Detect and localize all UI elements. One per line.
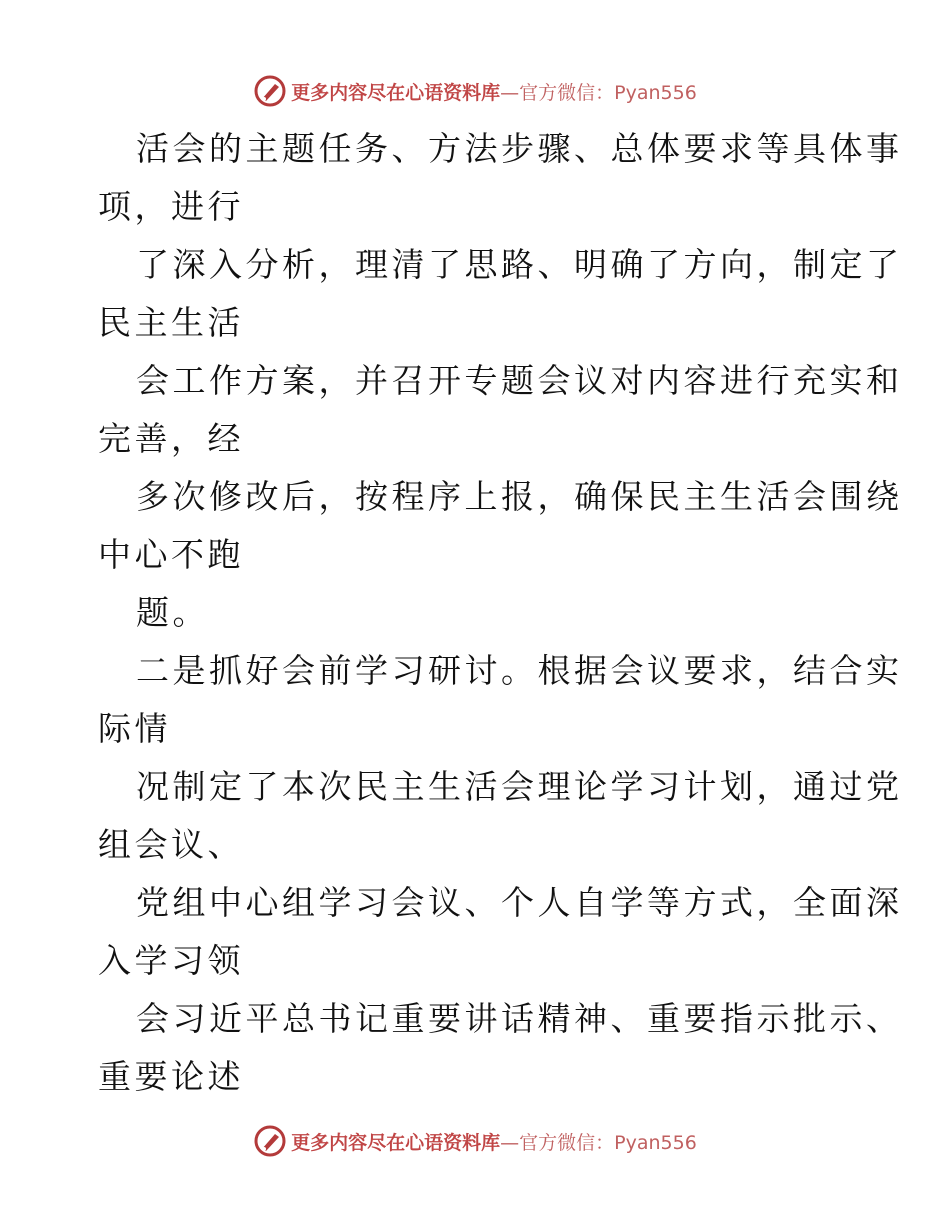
header-watermark-banner — [0, 71, 950, 111]
text-line: 了深入分析，理清了思路、明确了方向，制定了 — [136, 245, 903, 284]
text-line: 党组中心组学习会议、个人自学等方式，全面深 — [136, 883, 903, 922]
watermark-text — [291, 78, 697, 105]
text-line: 民主生活 — [98, 303, 244, 342]
text-line: 会工作方案，并召开专题会议对内容进行充实和 — [136, 361, 903, 400]
document-body — [98, 120, 903, 1106]
text-line: 项，进行 — [98, 187, 244, 226]
text-line: 重要论述 — [98, 1057, 244, 1096]
text-line: 中心不跑 — [98, 535, 244, 574]
pen-logo-icon — [253, 1124, 287, 1158]
text-line: 际情 — [98, 709, 171, 748]
pen-logo-icon — [253, 74, 287, 108]
text-line: 况制定了本次民主生活会理论学习计划，通过党 — [136, 767, 903, 806]
text-line: 完善，经 — [98, 419, 244, 458]
watermark-wechat-text: 官方微信：Pyan556 — [519, 1131, 697, 1154]
watermark-dash: — — [500, 1131, 520, 1154]
watermark-wechat-text: 官方微信：Pyan556 — [519, 81, 697, 104]
text-line: 入学习领 — [98, 941, 244, 980]
text-line: 二是抓好会前学习研讨。根据会议要求，结合实 — [136, 651, 903, 690]
text-line: 活会的主题任务、方法步骤、总体要求等具体事 — [136, 129, 903, 168]
watermark-main-text: 更多内容尽在心语资料库 — [291, 1131, 501, 1154]
text-line: 会习近平总书记重要讲话精神、重要指示批示、 — [136, 999, 903, 1038]
text-line: 题。 — [136, 593, 209, 632]
text-line: 组会议、 — [98, 825, 244, 864]
watermark-text — [291, 1128, 697, 1155]
watermark-main-text: 更多内容尽在心语资料库 — [291, 81, 501, 104]
footer-watermark-banner — [0, 1121, 950, 1161]
watermark-dash: — — [500, 81, 520, 104]
text-line: 多次修改后，按程序上报，确保民主生活会围绕 — [136, 477, 903, 516]
